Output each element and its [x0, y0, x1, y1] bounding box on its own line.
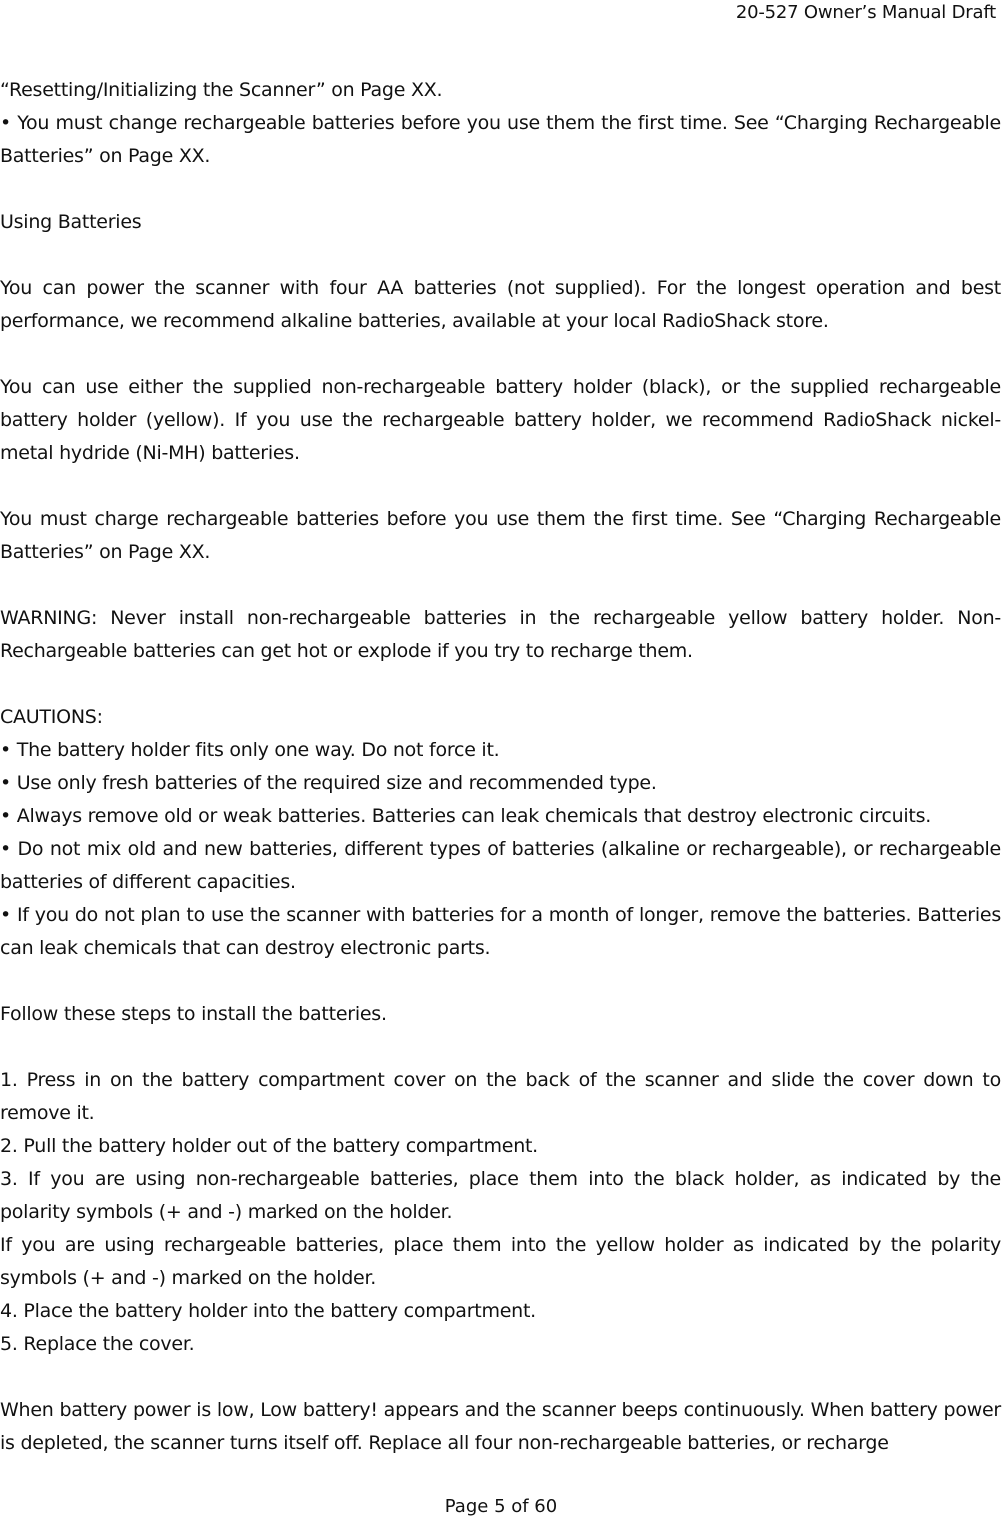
paragraph-battery-holders: You can use either the supplied non-rechargeable battery holder (black), or the supplied rechargeable battery holder (yellow). If you use the rechargeable battery holder, we recommend RadioShack nickel-metal hydride (Ni-MH) batteries. [0, 376, 1001, 464]
caution-item: • Do not mix old and new batteries, different types of batteries (alkaline or rechargeable), or rechargeable batteries of different capacities. [0, 838, 1001, 893]
step-item: 3. If you are using non-rechargeable batteries, place them into the black holder, as indicated by the polarity symbols (+ and -) marked on the holder. [0, 1168, 1001, 1223]
step-item: 4. Place the battery holder into the battery compartment. [0, 1300, 536, 1322]
step-item: 2. Pull the battery holder out of the battery compartment. [0, 1135, 538, 1157]
paragraph-reset-ref: “Resetting/Initializing the Scanner” on Page XX. [0, 79, 443, 101]
bullet-charge-first: • You must change rechargeable batteries before you use them the first time. See “Charging Rechargeable Batteries” on Page XX. [0, 112, 1001, 167]
paragraph-low-battery: When battery power is low, Low battery! appears and the scanner beeps continuously. When battery power is depleted, the scanner turns itself off. Replace all four non-rechargeable batteries, or recharge [0, 1399, 1001, 1454]
paragraph-charge-note: You must charge rechargeable batteries before you use them the first time. See “Charging Rechargeable Batteries” on Page XX. [0, 508, 1001, 563]
step-item: 1. Press in on the battery compartment cover on the back of the scanner and slide the cover down to remove it. [0, 1069, 1001, 1124]
step-item: If you are using rechargeable batteries, place them into the yellow holder as indicated by the polarity symbols (+ and -) marked on the holder. [0, 1234, 1001, 1289]
paragraph-power-options: You can power the scanner with four AA batteries (not supplied). For the longest operation and best performance, we recommend alkaline batteries, available at your local RadioShack store. [0, 277, 1001, 332]
cautions-label: CAUTIONS: [0, 706, 103, 728]
caution-item: • Always remove old or weak batteries. Batteries can leak chemicals that destroy electronic circuits. [0, 805, 932, 827]
document-header: 20-527 Owner’s Manual Draft [735, 2, 996, 23]
caution-item: • The battery holder fits only one way. Do not force it. [0, 739, 500, 761]
page-number: Page 5 of 60 [444, 1496, 558, 1517]
caution-item: • If you do not plan to use the scanner with batteries for a month of longer, remove the batteries. Batteries can leak chemicals that can destroy electronic parts. [0, 904, 1001, 959]
section-heading-using-batteries: Using Batteries [0, 211, 142, 233]
step-item: 5. Replace the cover. [0, 1333, 195, 1355]
warning-text: WARNING: Never install non-rechargeable batteries in the rechargeable yellow battery holder. Non-Rechargeable batteries can get hot or explode if you try to recharge them. [0, 607, 1001, 662]
caution-item: • Use only fresh batteries of the required size and recommended type. [0, 772, 657, 794]
steps-intro: Follow these steps to install the batteries. [0, 1003, 387, 1025]
page-body [0, 74, 1001, 1460]
